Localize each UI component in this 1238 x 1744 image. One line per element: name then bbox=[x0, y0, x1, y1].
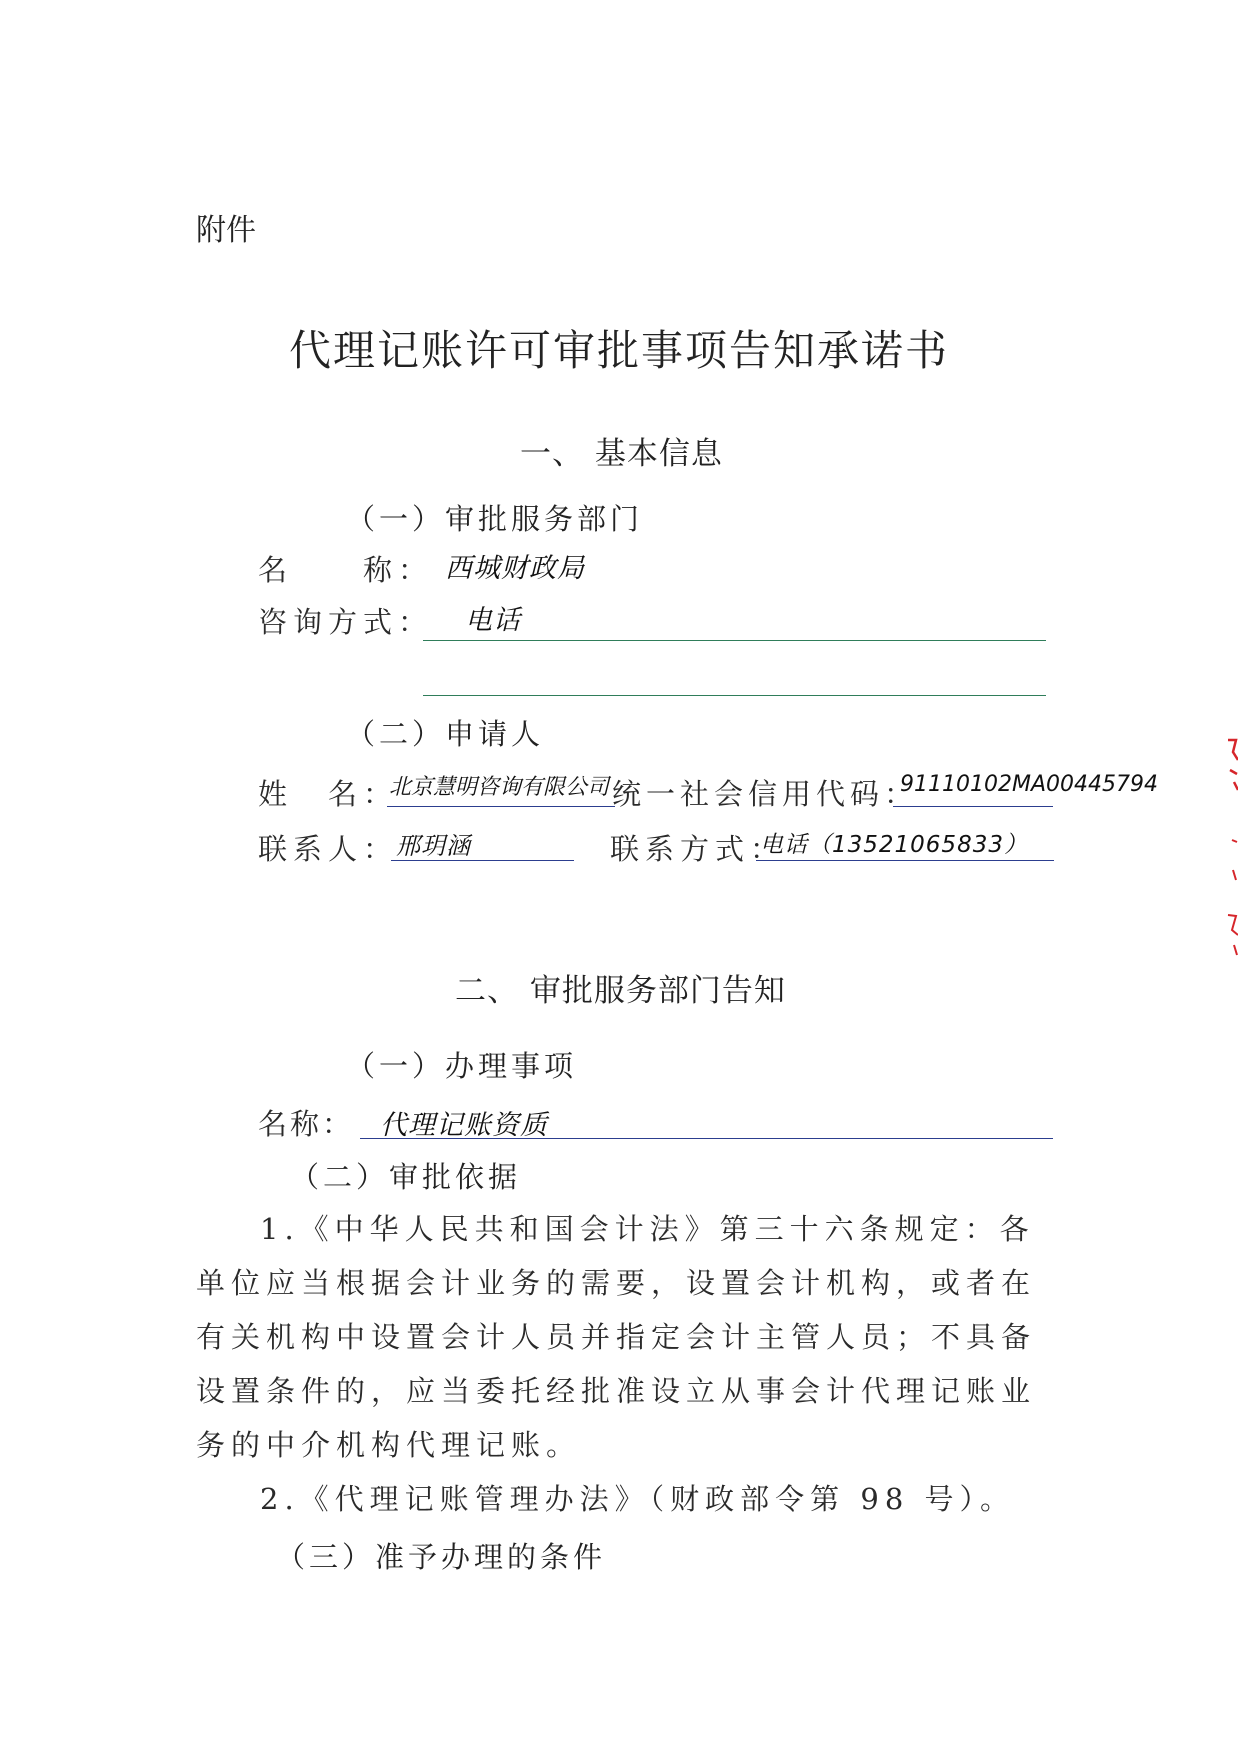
applicant-name-value: 北京慧明咨询有限公司 bbox=[389, 775, 610, 800]
contact-person-label: 联系人： bbox=[258, 832, 399, 866]
matter-name-value: 代理记账资质 bbox=[380, 1110, 548, 1141]
credit-code-underline bbox=[893, 806, 1053, 807]
matter-name-label: 名称： bbox=[258, 1107, 355, 1141]
credit-code-label: 统一社会信用代码： bbox=[612, 777, 919, 811]
matter-name-underline bbox=[360, 1138, 1053, 1139]
contact-method-label: 联系方式： bbox=[610, 832, 786, 866]
approval-basis-paragraph-2: 2.《代理记账管理办法》（财政部令第 98 号）。 bbox=[260, 1482, 1016, 1516]
contact-method-underline bbox=[756, 860, 1054, 861]
section-2-heading: 二、 审批服务部门告知 bbox=[455, 973, 786, 1009]
consult-method-label: 咨询方式： bbox=[258, 605, 434, 639]
dept-name-underline bbox=[423, 640, 1046, 641]
credit-code-value: 91110102MA00445794 bbox=[900, 772, 1158, 797]
attachment-label: 附件 bbox=[196, 213, 256, 248]
section-1-heading: 一、 基本信息 bbox=[520, 436, 723, 472]
contact-person-underline bbox=[391, 860, 574, 861]
consult-method-underline bbox=[423, 695, 1046, 696]
section-2-subsection-3-heading: （三）准予办理的条件 bbox=[276, 1540, 607, 1574]
document-title: 代理记账许可审批事项告知承诺书 bbox=[288, 326, 949, 375]
section-2-subsection-2-heading: （二）审批依据 bbox=[290, 1160, 522, 1194]
approval-basis-paragraph-1: 1.《中华人民共和国会计法》第三十六条规定：各单位应当根据会计业务的需要，设置会计机构，或者在有关机构中设置会计人员并指定会计主管人员；不具备设置条件的，应当委托经批准设立从事会计代理记账业务的中介机构代理记账。 bbox=[196, 1212, 1037, 1462]
applicant-name-underline bbox=[387, 806, 615, 807]
consult-method-value: 电话 bbox=[465, 605, 521, 636]
section-2-subsection-1-heading: （一）办理事项 bbox=[346, 1049, 578, 1083]
contact-person-value: 邢玥涵 bbox=[396, 832, 471, 860]
applicant-name-label: 姓 名： bbox=[258, 777, 399, 811]
section-1-subsection-2-heading: （二）申请人 bbox=[346, 717, 545, 751]
contact-method-value: 电话（13521065833） bbox=[760, 832, 1028, 858]
dept-name-value: 西城财政局 bbox=[445, 553, 585, 584]
dept-name-label: 名 称： bbox=[258, 553, 434, 587]
red-seal-fragment bbox=[1224, 730, 1238, 980]
section-1-subsection-1-heading: （一）审批服务部门 bbox=[346, 502, 644, 536]
